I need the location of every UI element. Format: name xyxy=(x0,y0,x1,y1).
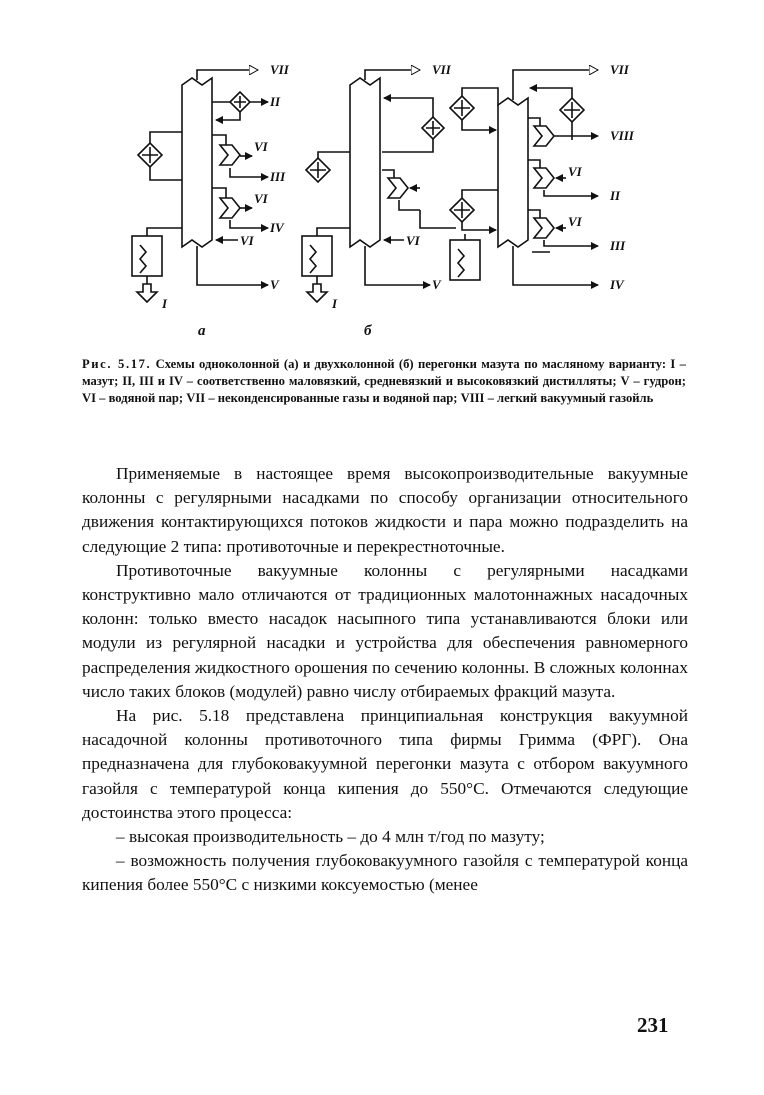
label-iv-a: IV xyxy=(270,220,284,235)
figure-caption xyxy=(82,356,686,407)
body-text xyxy=(82,462,688,898)
label-ii-a: II xyxy=(270,94,281,109)
paragraph: На рис. 5.18 представлена принципиальная конструкция вакуумной насадочной колонны противоточного типа фирмы Гримма (ФРГ). Она предназначена для глубоковакуумной перегонки мазута с отбором вакуумного газойля с температурой конца кипения до 550°С. Отмечаются следующие достоинства этого процесса: xyxy=(82,706,688,822)
label-iv-b: IV xyxy=(610,277,624,292)
label-i-b: I xyxy=(332,296,338,311)
process-flow-figure xyxy=(120,40,680,350)
list-item: – возможность получения глубоковакуумного газойля с температурой конца кипения более 550°С с низкими коксуемостью (менее xyxy=(82,851,688,895)
list-item: – высокая производительность – до 4 млн т/год по мазуту; xyxy=(116,827,545,847)
label-vii-a: VII xyxy=(270,62,289,77)
label-v-b: V xyxy=(432,277,441,292)
scheme-b xyxy=(302,70,598,302)
page-number: 231 xyxy=(637,1013,669,1037)
label-i-a: I xyxy=(162,296,168,311)
label-ii-b: II xyxy=(610,188,621,203)
label-vi-a3: VI xyxy=(240,233,254,248)
column-schemes-diagram xyxy=(120,40,680,350)
paragraph: Противоточные вакуумные колонны с регулярными насадками конструктивно мало отличаются от традиционных малотоннажных насадочных колонн: только вместо насадок насыпного типа устанавливаются блоки или модули из регулярной насадки и устройства для обеспечения равномерного распределения жидкостного орошения по сечению колонны. В сложных колоннах число таких блоков (модулей) равно числу отбираемых фракций мазута. xyxy=(82,560,688,701)
panel-label-a: а xyxy=(198,323,206,339)
label-vii-b2: VII xyxy=(610,62,629,77)
caption-text: Схемы одноколонной (а) и двухколонной (б) перегонки мазута по масляному варианту: I – мазут; II, III и IV – соответственно маловязкий, средневязкий и высоковязкий дистилляты; V – гудрон; VI – водяной пар; VII – неконденсированные газы и водяной пар; VIII – легкий вакуумный газойль xyxy=(82,357,686,405)
label-v-a: V xyxy=(270,277,279,292)
label-iii-b: III xyxy=(610,238,626,253)
label-vi-b1: VI xyxy=(406,233,420,248)
label-vi-a2: VI xyxy=(254,191,268,206)
caption-label: Рис. 5.17. xyxy=(82,357,152,371)
label-vi-b2: VI xyxy=(568,164,582,179)
panel-label-b: б xyxy=(364,323,372,339)
label-iii-a: III xyxy=(270,169,286,184)
column-a xyxy=(182,78,212,247)
label-viii-b: VIII xyxy=(610,128,634,143)
paragraph: Применяемые в настоящее время высокопроизводительные вакуумные колонны с регулярными насадками по способу организации относительного движения контактирующихся потоков жидкости и пара можно подразделить на следующие 2 типа: противоточные и перекрестноточные. xyxy=(82,464,688,556)
scheme-a xyxy=(132,70,268,302)
label-vii-b1: VII xyxy=(432,62,451,77)
label-vi-a1: VI xyxy=(254,139,268,154)
label-vi-b3: VI xyxy=(568,214,582,229)
